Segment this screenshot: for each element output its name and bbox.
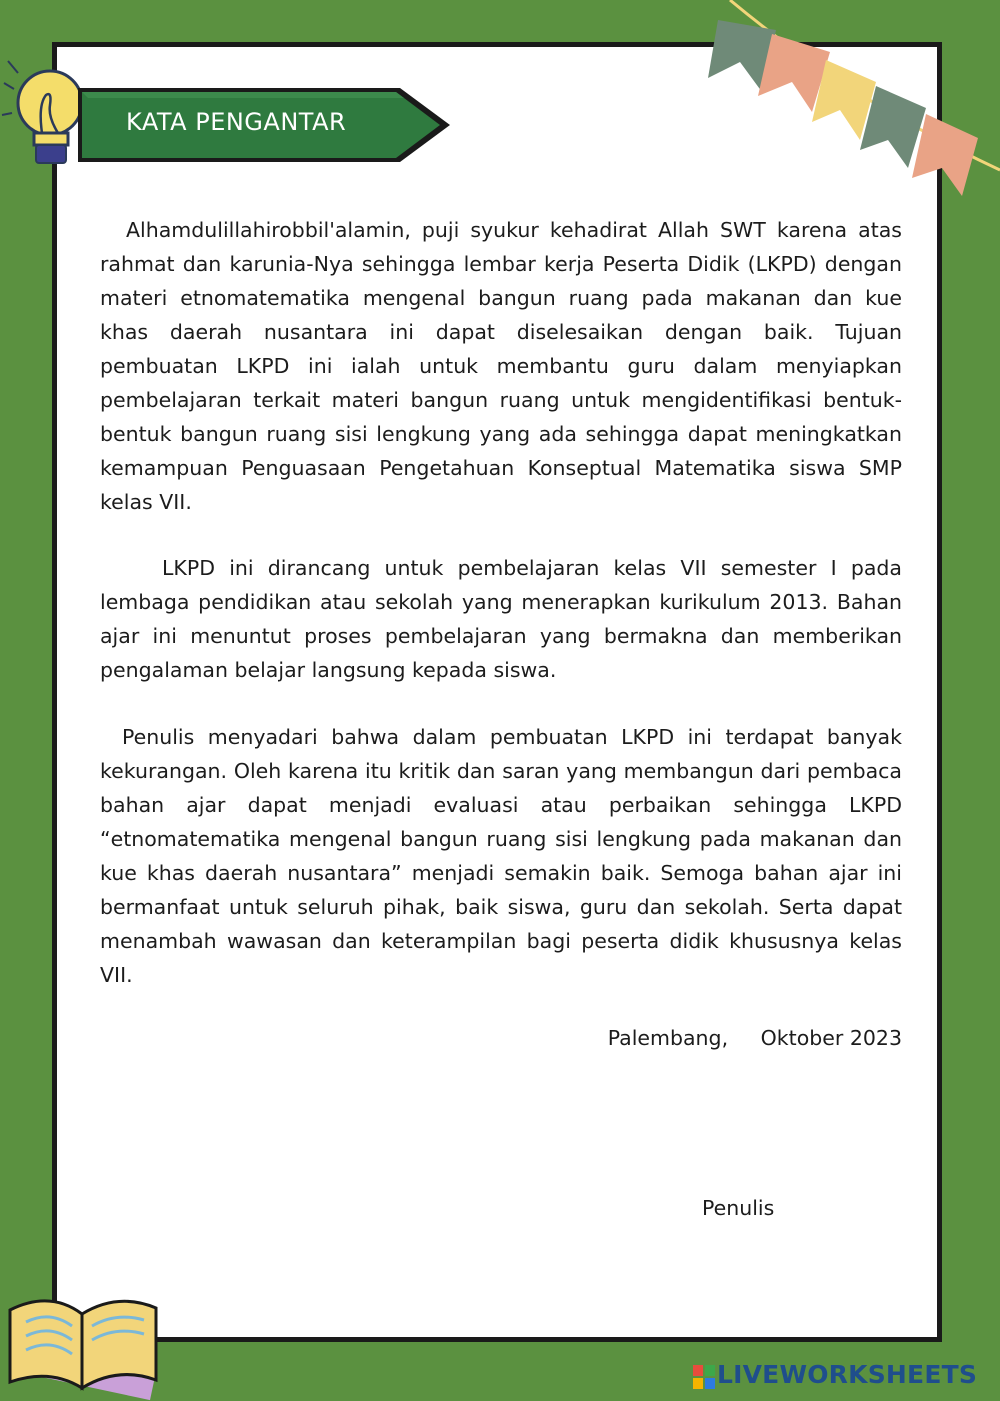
liveworksheets-logo-icon: [693, 1365, 715, 1389]
paragraph-closing: Penulis menyadari bahwa dalam pembuatan LKPD ini terdapat banyak kekurangan. Oleh karena itu kritik dan saran yang membangun dari pembaca bahan ajar dapat menjadi evaluasi atau perbaikan sehingga LKPD “etnomatematika mengenal bangun ruang sisi lengkung pada makanan dan kue khas daerah nusantara” menjadi semakin baik. Semoga bahan ajar ini bermanfaat untuk seluruh pihak, baik siswa, guru dan sekolah. Serta dapat menambah wawasan dan keterampilan bagi peserta didik khususnya kelas VII.: [100, 725, 902, 987]
paragraph-design: LKPD ini dirancang untuk pembelajaran kelas VII semester I pada lembaga pendidikan atau sekolah yang menerapkan kurikulum 2013. Bahan ajar ini menuntut proses pembelajaran yang bermakna dan memberikan pengalaman belajar langsung kepada siswa.: [100, 556, 902, 682]
paragraph-intro: Alhamdulillahirobbil'alamin, puji syukur kehadirat Allah SWT karena atas rahmat dan karunia-Nya sehingga lembar kerja Peserta Didik (LKPD) dengan materi etnomatematika mengenal bangun ruang pada makanan dan kue khas daerah nusantara ini dapat diselesaikan dengan baik. Tujuan pembuatan LKPD ini ialah untuk membantu guru dalam menyiapkan pembelajaran terkait materi bangun ruang untuk mengidentifikasi bentuk-bentuk bangun ruang sisi lengkung yang ada sehingga dapat meningkatkan kemampuan Penguasaan Pengetahuan Konseptual Matematika siswa SMP kelas VII.: [100, 218, 902, 514]
open-book-icon: [0, 1270, 170, 1401]
title-banner: [78, 88, 450, 162]
author-signature: Penulis: [702, 1196, 775, 1220]
page-title: KATA PENGANTAR: [126, 108, 347, 136]
place-date: Palembang, Oktober 2023: [607, 1026, 902, 1050]
light-bulb-icon: [0, 55, 90, 175]
watermark-text: LIVEWORKSHEETS: [717, 1360, 978, 1389]
bunting-flags-icon: [700, 0, 1000, 220]
